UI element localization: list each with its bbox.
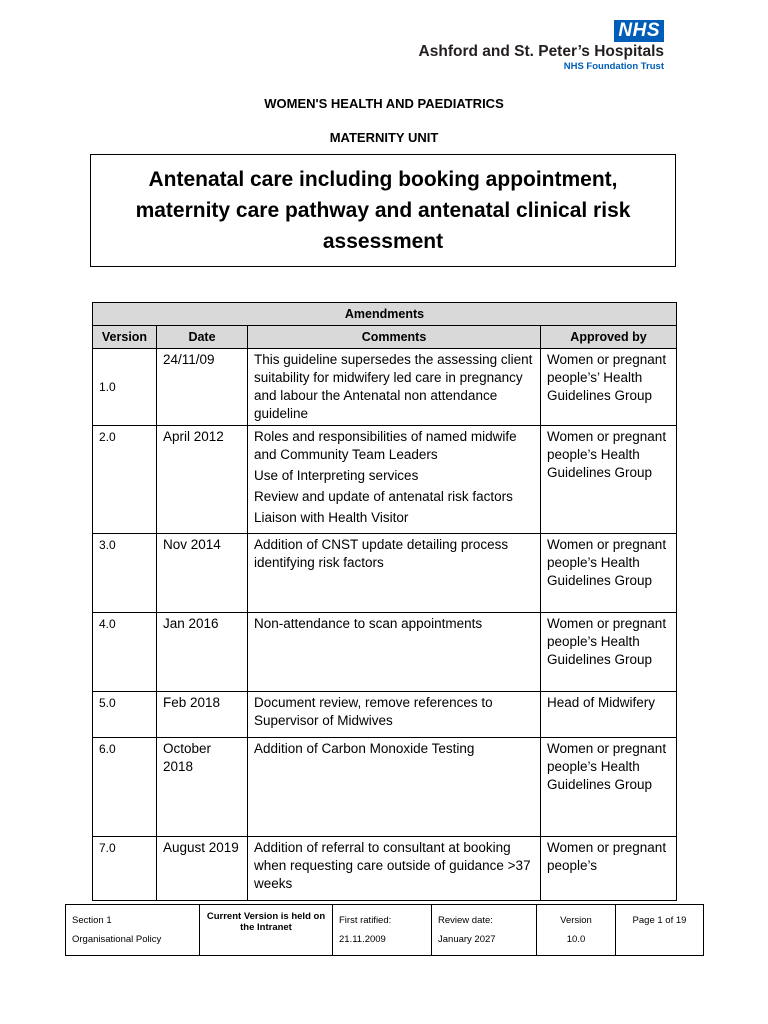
footer-section-cell: [66, 905, 200, 956]
approved-by-cell: Women or pregnant people’s Health Guidelines Group: [541, 426, 677, 534]
footer-version-cell: [537, 905, 616, 956]
date-cell: October 2018: [157, 738, 248, 837]
version-cell: 4.0: [93, 613, 157, 692]
column-header-approved-by: Approved by: [541, 326, 677, 349]
amendments-caption: Amendments: [93, 303, 677, 326]
date-cell: 24/11/09: [157, 349, 248, 426]
comments-cell: [248, 534, 541, 613]
footer-page-number: Page 1 of 19: [616, 905, 704, 956]
department-heading: WOMEN'S HEALTH AND PAEDIATRICS: [264, 96, 504, 111]
footer-ratified-label: First ratified:: [339, 915, 392, 926]
approved-by-cell: Women or pregnant people’s Health Guidelines Group: [541, 613, 677, 692]
comment-line: Addition of Carbon Monoxide Testing: [254, 741, 475, 756]
comment-line: Addition of CNST update detailing process identifying risk factors: [254, 537, 509, 570]
footer-section-label: Section 1: [72, 915, 112, 926]
footer-version-label: Version: [560, 915, 592, 926]
amendments-table: [92, 302, 677, 901]
column-header-comments: Comments: [248, 326, 541, 349]
footer-version-value: 10.0: [566, 934, 586, 945]
nhs-logo-block: [419, 20, 664, 73]
table-row: [93, 613, 677, 692]
table-row: [93, 349, 677, 426]
version-cell: 1.0: [93, 349, 157, 426]
comment-line: Review and update of antenatal risk factors: [254, 489, 513, 504]
comment-line: This guideline supersedes the assessing client suitability for midwifery led care in pregnancy and labour the Antenatal non attendance guideline: [254, 352, 533, 421]
comment-line: Document review, remove references to Supervisor of Midwives: [254, 695, 493, 728]
footer-ratified-value: 21.11.2009: [339, 934, 386, 945]
approved-by-cell: Women or pregnant people’s Health Guidelines Group: [541, 738, 677, 837]
date-cell: April 2012: [157, 426, 248, 534]
title-box: [90, 154, 676, 267]
version-cell: 3.0: [93, 534, 157, 613]
column-header-version: Version: [93, 326, 157, 349]
comments-cell: [248, 692, 541, 738]
footer-review-value: January 2027: [438, 934, 496, 945]
comments-cell: [248, 837, 541, 901]
approved-by-cell: Head of Midwifery: [541, 692, 677, 738]
comment-line: Non-attendance to scan appointments: [254, 616, 483, 631]
version-cell: 7.0: [93, 837, 157, 901]
date-cell: August 2019: [157, 837, 248, 901]
footer-review-cell: [432, 905, 537, 956]
comment-line: Liaison with Health Visitor: [254, 510, 409, 525]
footer-current-version: Current Version is held on the Intranet: [200, 905, 333, 956]
comments-cell: [248, 738, 541, 837]
table-row: [93, 426, 677, 534]
table-row: [93, 837, 677, 901]
comments-cell: [248, 613, 541, 692]
unit-heading: MATERNITY UNIT: [329, 130, 439, 145]
approved-by-cell: Women or pregnant people’s: [541, 837, 677, 901]
table-row: [93, 692, 677, 738]
date-cell: Feb 2018: [157, 692, 248, 738]
comment-line: Addition of referral to consultant at booking when requesting care outside of guidance >37 weeks: [254, 840, 531, 891]
version-cell: 5.0: [93, 692, 157, 738]
footer-ratified-cell: [333, 905, 432, 956]
comments-cell: [248, 426, 541, 534]
version-cell: 6.0: [93, 738, 157, 837]
table-row: [93, 738, 677, 837]
trust-name: NHS Foundation Trust: [563, 61, 664, 72]
footer-section-value: Organisational Policy: [72, 934, 162, 945]
organisation-name: Ashford and St. Peter’s Hospitals: [418, 43, 664, 60]
version-cell: 2.0: [93, 426, 157, 534]
approved-by-cell: Women or pregnant people’s’ Health Guidelines Group: [541, 349, 677, 426]
column-header-date: Date: [157, 326, 248, 349]
comments-cell: [248, 349, 541, 426]
comment-line: Roles and responsibilities of named midwife and Community Team Leaders: [254, 429, 517, 462]
document-footer: [65, 904, 704, 956]
table-row: [93, 534, 677, 613]
comment-line: Use of Interpreting services: [254, 468, 419, 483]
date-cell: Jan 2016: [157, 613, 248, 692]
nhs-logo: NHS: [614, 20, 664, 42]
footer-review-label: Review date:: [438, 915, 493, 926]
date-cell: Nov 2014: [157, 534, 248, 613]
approved-by-cell: Women or pregnant people’s Health Guidelines Group: [541, 534, 677, 613]
document-title: Antenatal care including booking appointment, maternity care pathway and antenatal clinical risk assessment: [135, 168, 631, 253]
